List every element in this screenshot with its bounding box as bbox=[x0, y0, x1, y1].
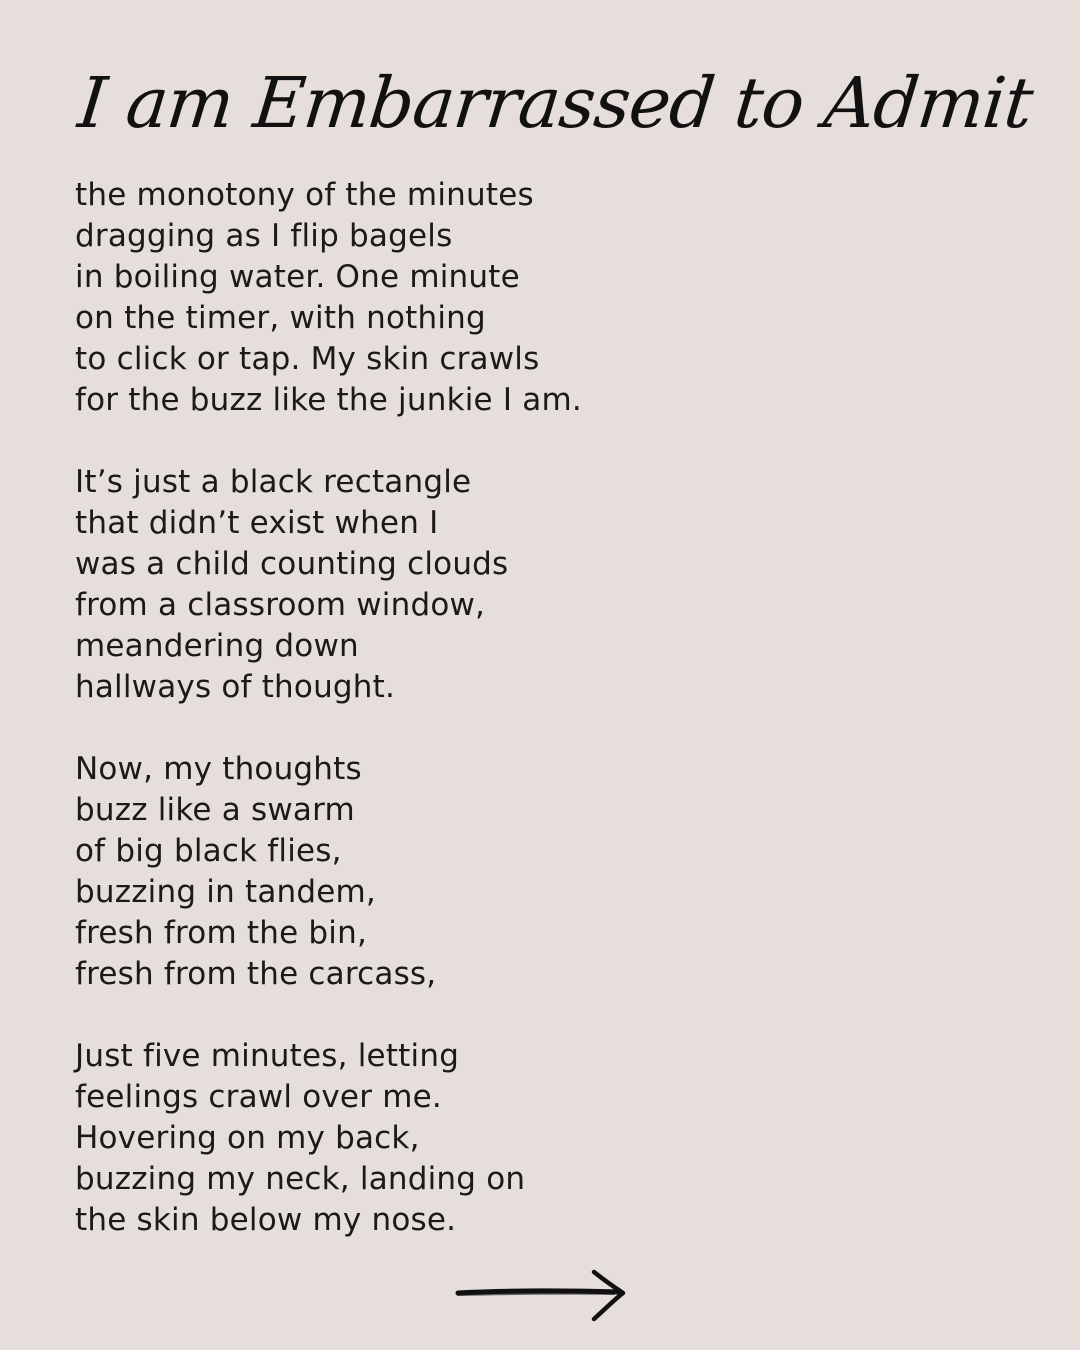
poem-line: Hovering on my back, bbox=[75, 1120, 420, 1156]
poem-line: It’s just a black rectangle bbox=[75, 464, 472, 500]
poem-line: dragging as I flip bagels bbox=[75, 218, 453, 254]
poem-line: feelings crawl over me. bbox=[75, 1079, 442, 1115]
stanza-1 bbox=[75, 175, 775, 421]
poem-line: buzzing my neck, landing on bbox=[75, 1161, 526, 1197]
stanza-4 bbox=[75, 1036, 775, 1241]
right-arrow-icon[interactable] bbox=[454, 1268, 629, 1324]
poem-line: the monotony of the minutes bbox=[75, 177, 534, 213]
poem-line: from a classroom window, bbox=[75, 587, 486, 623]
poem-line: fresh from the bin, bbox=[75, 915, 368, 951]
poem-line: of big black flies, bbox=[75, 833, 342, 869]
stanza-2 bbox=[75, 462, 775, 708]
poem-line: fresh from the carcass, bbox=[75, 956, 437, 992]
poem-line: meandering down bbox=[75, 628, 359, 664]
poem-line: was a child counting clouds bbox=[75, 546, 509, 582]
poem-line: on the timer, with nothing bbox=[75, 300, 486, 336]
poem-line: Now, my thoughts bbox=[75, 751, 362, 787]
poem-line: that didn’t exist when I bbox=[75, 505, 439, 541]
poem-body bbox=[75, 175, 775, 1282]
poem-line: buzzing in tandem, bbox=[75, 874, 376, 910]
poem-line: in boiling water. One minute bbox=[75, 259, 520, 295]
poem-line: the skin below my nose. bbox=[75, 1202, 457, 1238]
poem-title: I am Embarrassed to Admit bbox=[74, 62, 1037, 144]
poem-line: to click or tap. My skin crawls bbox=[75, 341, 540, 377]
poem-line: buzz like a swarm bbox=[75, 792, 355, 828]
poem-line: for the buzz like the junkie I am. bbox=[75, 382, 582, 418]
stanza-3 bbox=[75, 749, 775, 995]
poem-line: hallways of thought. bbox=[75, 669, 396, 705]
poem-line: Just five minutes, letting bbox=[75, 1038, 460, 1074]
